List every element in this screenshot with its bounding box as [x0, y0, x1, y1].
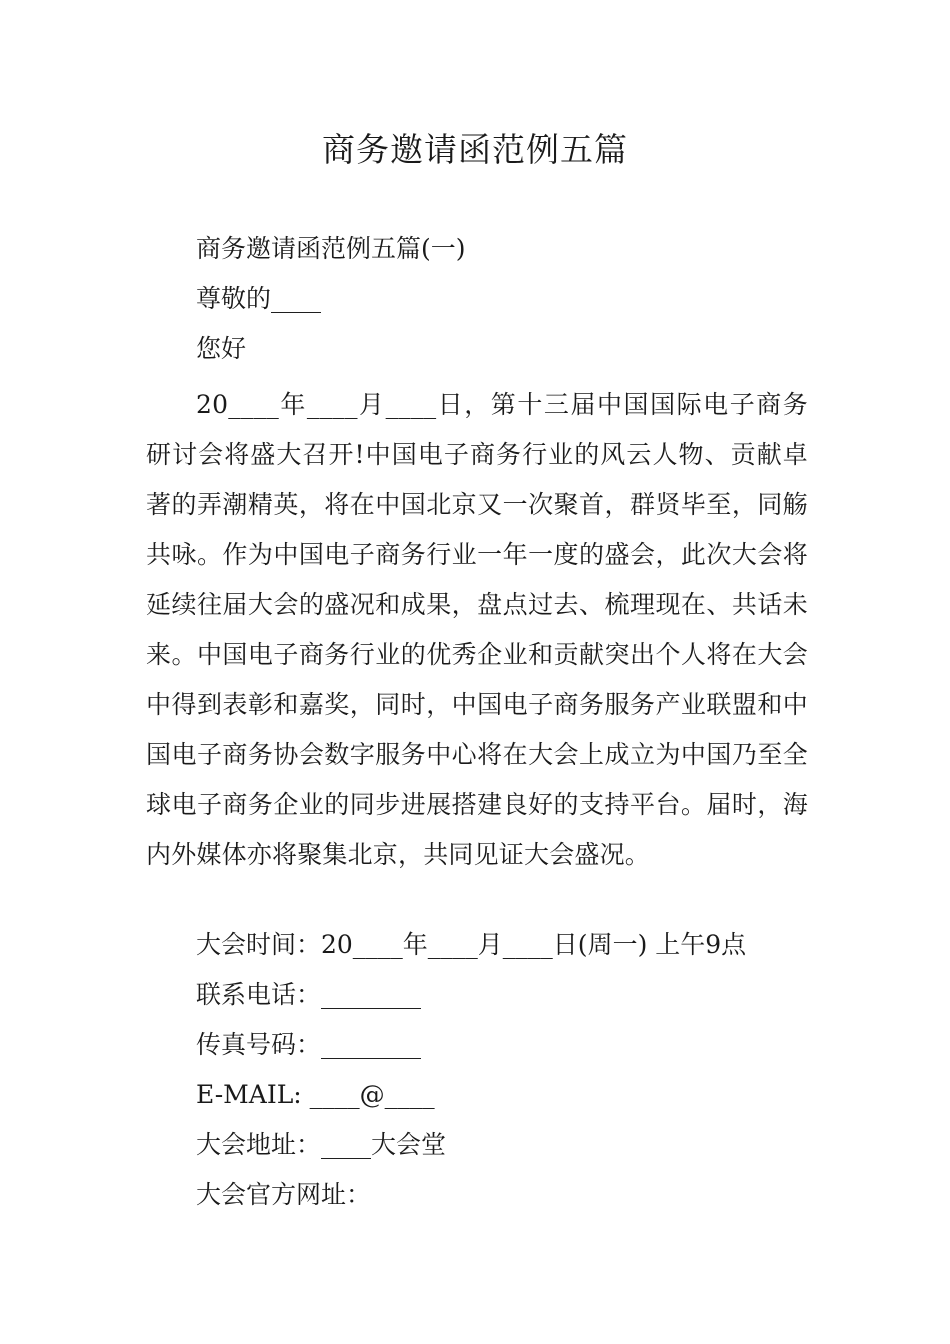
- contact-phone: 联系电话：________: [196, 980, 422, 1009]
- official-website: 大会官方网址：: [196, 1180, 372, 1209]
- document-title: 商务邀请函范例五篇: [322, 130, 628, 169]
- email-address: E-MAIL: ____@____: [196, 1080, 435, 1109]
- greeting: 您好: [196, 334, 247, 363]
- section-heading: 商务邀请函范例五篇(一): [196, 234, 466, 263]
- meeting-time: 大会时间：20____年____月____日(周一) 上午9点: [196, 930, 747, 959]
- meeting-address: 大会地址：____大会堂: [196, 1130, 447, 1159]
- fax-number: 传真号码：________: [196, 1030, 422, 1059]
- salutation: 尊敬的____: [196, 284, 322, 313]
- body-paragraph: 20____年____月____日，第十三届中国国际电子商务研讨会将盛大召开!中国电子商务行业的风云人物、贡献卓著的弄潮精英，将在中国北京又一次聚首，群贤毕至，同觞共咏。作为中国电子商务行业一年一度的盛会，此次大会将延续往届大会的盛况和成果，盘点过去、梳理现在、共话未来。中国电子商务行业的优秀企业和贡献突出个人将在大会中得到表彰和嘉奖，同时，中国电子商务服务产业联盟和中国电子商务协会数字服务中心将在大会上成立为中国乃至全球电子商务企业的同步进展搭建良好的支持平台。届时，海内外媒体亦将聚集北京，共同见证大会盛况。: [146, 390, 808, 869]
